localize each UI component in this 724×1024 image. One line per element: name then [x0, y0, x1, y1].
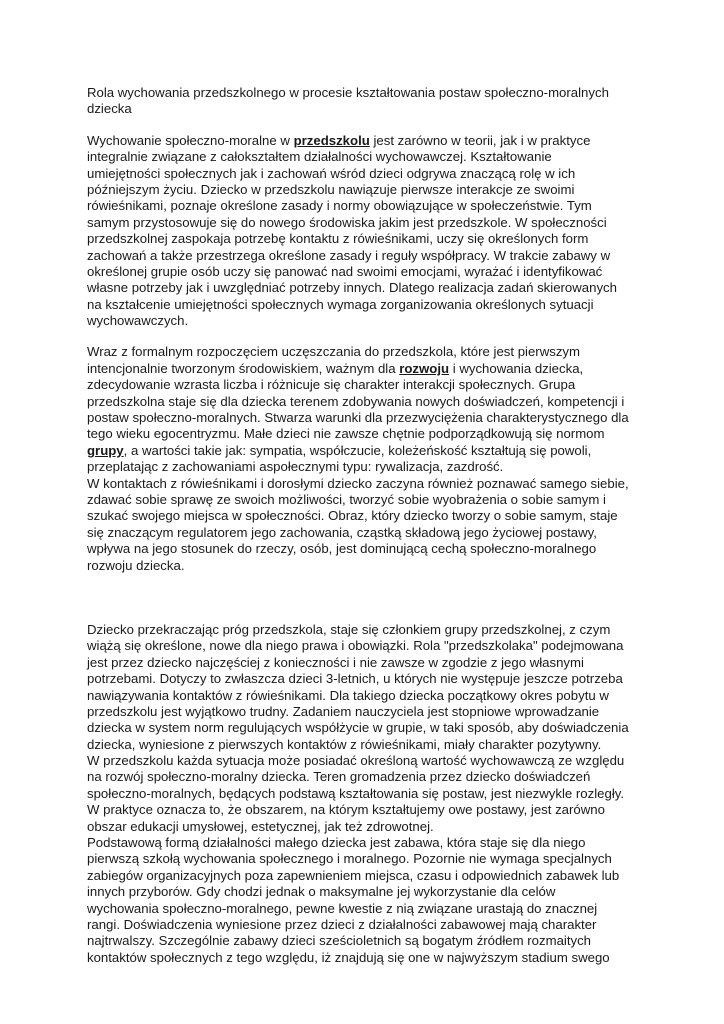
- paragraph-line: na kształcenie umiejętności społecznych wymaga zorganizowania określonych sytuacji: [87, 296, 594, 312]
- link-przedszkolu[interactable]: przedszkolu: [293, 132, 370, 148]
- paragraph-line: umiejętności społecznych jak i zachowań wśród dzieci odgrywa znaczącą rolę w ich: [87, 165, 576, 181]
- paragraph-line: przedszkolnej zaspokaja potrzebę kontaktu z rówieśnikami, uczy się określonych form: [87, 231, 589, 247]
- text-segment: Wychowanie społeczno-moralne w: [87, 132, 294, 148]
- link-grupy[interactable]: grupy: [87, 442, 124, 458]
- paragraph-line: pierwszą szkołą wychowania społecznego i moralnego. Pozornie nie wymaga specjalnych: [87, 851, 612, 867]
- paragraph-1: [87, 133, 647, 330]
- paragraph-line: określonej grupie osób uczy się panować nad swoimi emocjami, wyrażać i identyfikować: [87, 263, 603, 279]
- paragraph-line: innych przyborów. Gdy chodzi jednak o maksymalne jej wykorzystanie dla celów: [87, 884, 556, 900]
- paragraph-line: kontaktów społecznych z tego względu, iż znajdują się one w najwyższym stadium swego: [87, 949, 610, 965]
- paragraph-line: jest przez dziecko najczęściej z konieczności i nie zawsze w zgodzie z jego własnymi: [87, 654, 584, 670]
- paragraph-line: przeplatając z zachowaniami aspołecznymi typu: rywalizacja, zazdrość.: [87, 459, 504, 475]
- paragraph-line: późniejszym życiu. Dziecko w przedszkolu nawiązuje pierwsze interakcje ze swoimi: [87, 181, 575, 197]
- text-segment: , a wartości takie jak: sympatia, współczucie, koleżeńskość kształtują się powoli,: [123, 442, 592, 458]
- paragraph-line: samym przystosowuje się do nowego środowiska jakim jest przedszkole. W społeczności: [87, 214, 607, 230]
- paragraph-line: dziecka, wyniesione z pierwszych kontaktów z rówieśnikami, miały charakter pozytywny.: [87, 736, 602, 752]
- paragraph-line: obszar edukacji umysłowej, estetycznej, jak też zdrowotnej.: [87, 818, 434, 834]
- paragraph-line: przedszkolu jest wyjątkowo trudny. Zadaniem nauczyciela jest stopniowe wprowadzanie: [87, 703, 600, 719]
- paragraph-line: [87, 361, 647, 377]
- paragraph-line: nawiązywania kontaktów z rówieśnikami. Dla takiego dziecka początkowy okres pobytu w: [87, 687, 609, 703]
- paragraph-line: potrzebami. Dotyczy to zwłaszcza dzieci 3-letnich, u których nie występuje jeszcze potrzeba: [87, 671, 623, 687]
- paragraph-line: wpływa na jego stosunek do rzeczy, osób, jest dominującą cechą społeczno-moralnego: [87, 541, 597, 557]
- document-body: [87, 85, 647, 966]
- text-segment: jest zarówno w teorii, jak i w praktyce: [369, 132, 591, 148]
- paragraph-line: tego wieku egocentryzmu. Małe dzieci nie zawsze chętnie podporządkowują się normom: [87, 426, 605, 442]
- link-rozwoju[interactable]: rozwoju: [399, 360, 450, 376]
- paragraph-line: wiążą się określone, nowe dla niego prawa i obowiązki. Rola "przedszkolaka" podejmowana: [87, 638, 624, 654]
- paragraph-line: W kontaktach z rówieśnikami i dorosłymi dziecko zaczyna również poznawać samego siebie,: [87, 475, 629, 491]
- paragraph-line: dziecka w system norm regulujących współżycie w grupie, w taki sposób, aby doświadczenia: [87, 720, 629, 736]
- paragraph-line: zachowań a także przestrzega określone zasady i reguły współpracy. W trakcie zabawy w: [87, 247, 611, 263]
- paragraph-line: szukać swojego miejsca w społeczności. Obraz, który dziecko tworzy o sobie samym, staje: [87, 508, 618, 524]
- paragraph-line: rangi. Doświadczenia wyniesione przez dzieci z działalności zabawowej mają charakter: [87, 916, 597, 932]
- paragraph-line: własne potrzeby jak i uwzględniać potrzeby innych. Dlatego realizacja zadań skierowanych: [87, 280, 617, 296]
- paragraph-line: integralnie związane z całokształtem działalności wychowawczej. Kształtowanie: [87, 149, 552, 165]
- paragraph-line: się znaczącym regulatorem jego zachowania, cząstką składową jego życiowej postawy,: [87, 524, 597, 540]
- paragraph-line: postaw społeczno-moralnych. Stwarza warunki dla przezwyciężenia charakterystycznego dla: [87, 410, 629, 426]
- text-segment: i wychowania dziecka,: [449, 360, 584, 376]
- paragraph-line: przedszkolna staje się dla dziecka terenem zdobywania nowych doświadczeń, kompetencji i: [87, 393, 625, 409]
- paragraph-line: [87, 443, 647, 459]
- paragraph-line: zdecydowanie wzrasta liczba i różnicuje się charakter interakcji społecznych. Grupa: [87, 377, 576, 393]
- title-line: dziecka: [87, 101, 132, 117]
- paragraph-line: rozwoju dziecka.: [87, 557, 185, 573]
- title-line: Rola wychowania przedszkolnego w procesie kształtowania postaw społeczno-moralnych: [87, 85, 609, 100]
- paragraph-line: najtrwalszy. Szczególnie zabawy dzieci sześcioletnich są bogatym źródłem rozmaitych: [87, 933, 592, 949]
- paragraph-2: [87, 344, 647, 573]
- paragraph-line: [87, 133, 647, 149]
- paragraph-line: zabiegów organizacyjnych poza zapewnieniem miejsca, czasu i odpowiednich zabawek lub: [87, 867, 620, 883]
- paragraph-line: wychowania społeczno-moralnego, pewne kwestie z nią związane urastają do znacznej: [87, 900, 598, 916]
- text-segment: intencjonalnie tworzonym środowiskiem, ważnym dla: [87, 360, 400, 376]
- paragraph-line: Dziecko przekraczając próg przedszkola, staje się członkiem grupy przedszkolnej, z czym: [87, 621, 611, 637]
- paragraph-line: Podstawową formą działalności małego dziecka jest zabawa, która staje się dla niego: [87, 835, 586, 851]
- paragraph-line: społeczno-moralnych, będących podstawą kształtowania się postaw, jest niezwykle rozległy.: [87, 785, 625, 801]
- paragraph-line: na rozwój społeczno-moralny dziecka. Teren gromadzenia przez dziecko doświadczeń: [87, 769, 591, 785]
- paragraph-line: W praktyce oznacza to, że obszarem, na którym kształtujemy owe postawy, jest zarówno: [87, 802, 605, 818]
- paragraph-line: zdawać sobie sprawę ze swoich możliwości, tworzyć sobie wyobrażenia o sobie samym i: [87, 491, 606, 507]
- paragraph-line: rówieśnikami, poznaje określone zasady i normy obowiązujące w społeczeństwie. Tym: [87, 198, 592, 214]
- paragraph-3: [87, 622, 647, 966]
- document-title: [87, 85, 647, 118]
- paragraph-line: wychowawczych.: [87, 313, 189, 329]
- paragraph-line: Wraz z formalnym rozpoczęciem uczęszczania do przedszkola, które jest pierwszym: [87, 344, 580, 360]
- paragraph-line: W przedszkolu każda sytuacja może posiadać określoną wartość wychowawczą ze względu: [87, 753, 625, 769]
